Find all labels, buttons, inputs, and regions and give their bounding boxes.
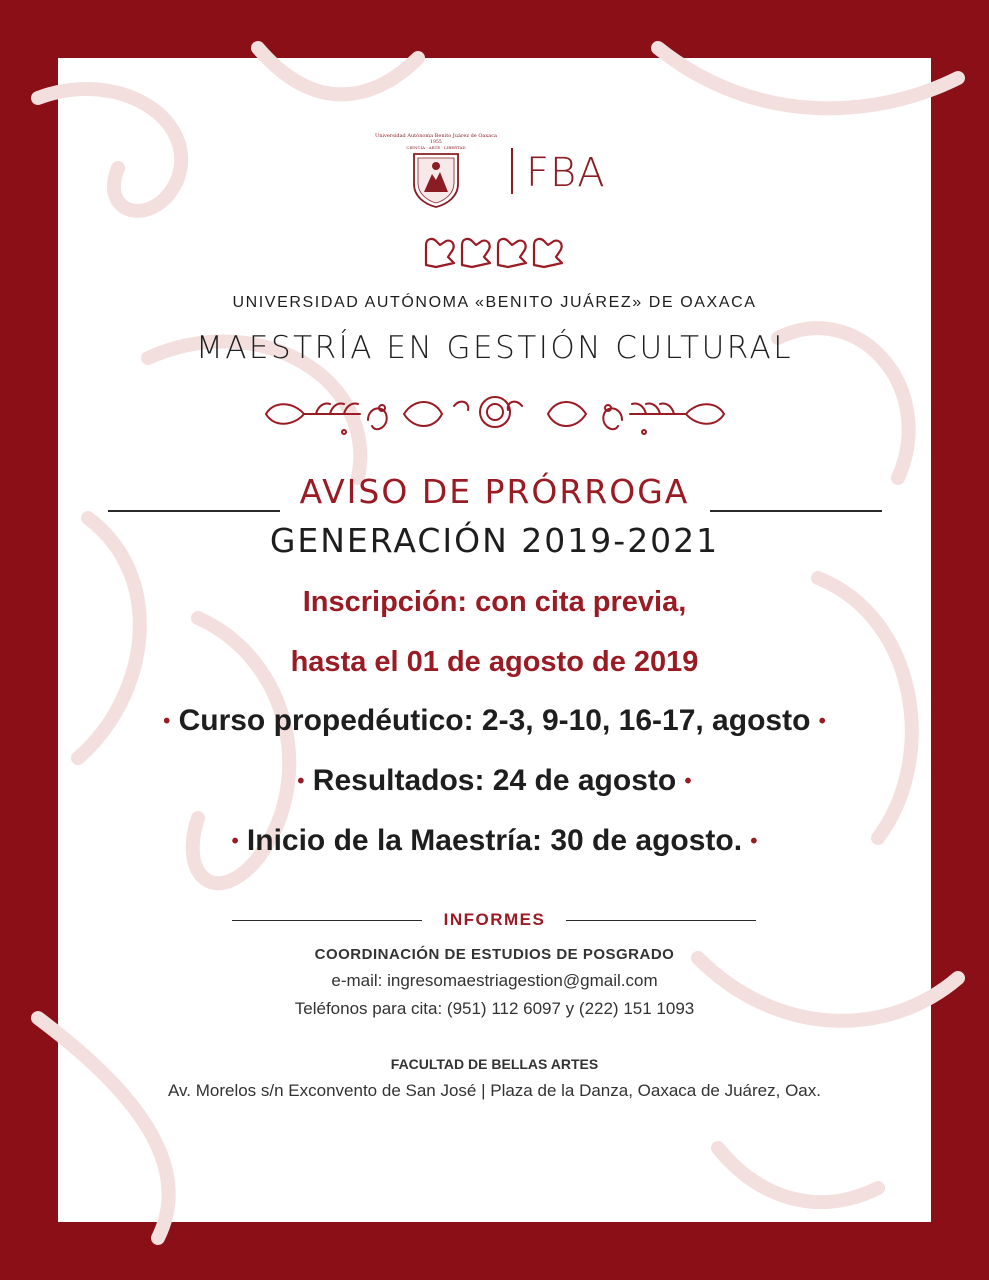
detail-item-text: Inicio de la Maestría: 30 de agosto. [246,824,743,857]
bullet-left: • [163,710,171,733]
program-name: MAESTRÍA EN GESTIÓN CULTURAL [195,330,794,366]
logo-divider [511,148,513,194]
bullet-right: • [684,770,692,793]
detail-item-text: Curso propedéutico: 2-3, 9-10, 16-17, agosto [178,704,811,737]
detail-item-start [58,824,931,858]
bullet-right: • [750,830,758,853]
poster-card [58,58,931,1222]
bullet-left: • [297,770,305,793]
svg-text:1955: 1955 [430,140,442,145]
detail-item-results [58,764,931,798]
detail-item-course [58,704,931,738]
registration-line-1: Inscripción: con cita previa, [302,586,687,618]
bullet-left: • [231,830,239,853]
bullet-right: • [818,710,826,733]
top-ornament [422,235,564,271]
contact-email: e-mail: ingresomaestriagestion@gmail.com [331,971,658,990]
background-swirls [58,58,931,1222]
registration-line-2: hasta el 01 de agosto de 2019 [290,646,699,678]
generation-label: GENERACIÓN 2019-2021 [269,521,720,560]
floral-ornament [264,380,726,444]
svg-text:Universidad Autónoma Benito Ju: Universidad Autónoma Benito Juárez de Oaxaca [375,133,497,139]
university-name: UNIVERSIDAD AUTÓNOMA «BENITO JUÁREZ» DE OAXACA [232,294,757,311]
office-name: COORDINACIÓN DE ESTUDIOS DE POSGRADO [314,946,675,963]
faculty-name: FACULTAD DE BELLAS ARTES [390,1056,599,1072]
contact-phones: Teléfonos para cita: (951) 112 6097 y (222) 151 1093 [294,999,695,1018]
informes-heading: INFORMES [443,910,546,929]
detail-item-text: Resultados: 24 de agosto [312,764,677,797]
notice-title: AVISO DE PRÓRROGA [299,472,690,511]
svg-text:CIENCIA · ARTE · LIBERTAD: CIENCIA · ARTE · LIBERTAD [406,145,466,150]
faculty-address: Av. Morelos s/n Exconvento de San José | Plaza de la Danza, Oaxaca de Juárez, Oax. [168,1081,821,1100]
faculty-abbreviation: FBA [526,150,606,196]
